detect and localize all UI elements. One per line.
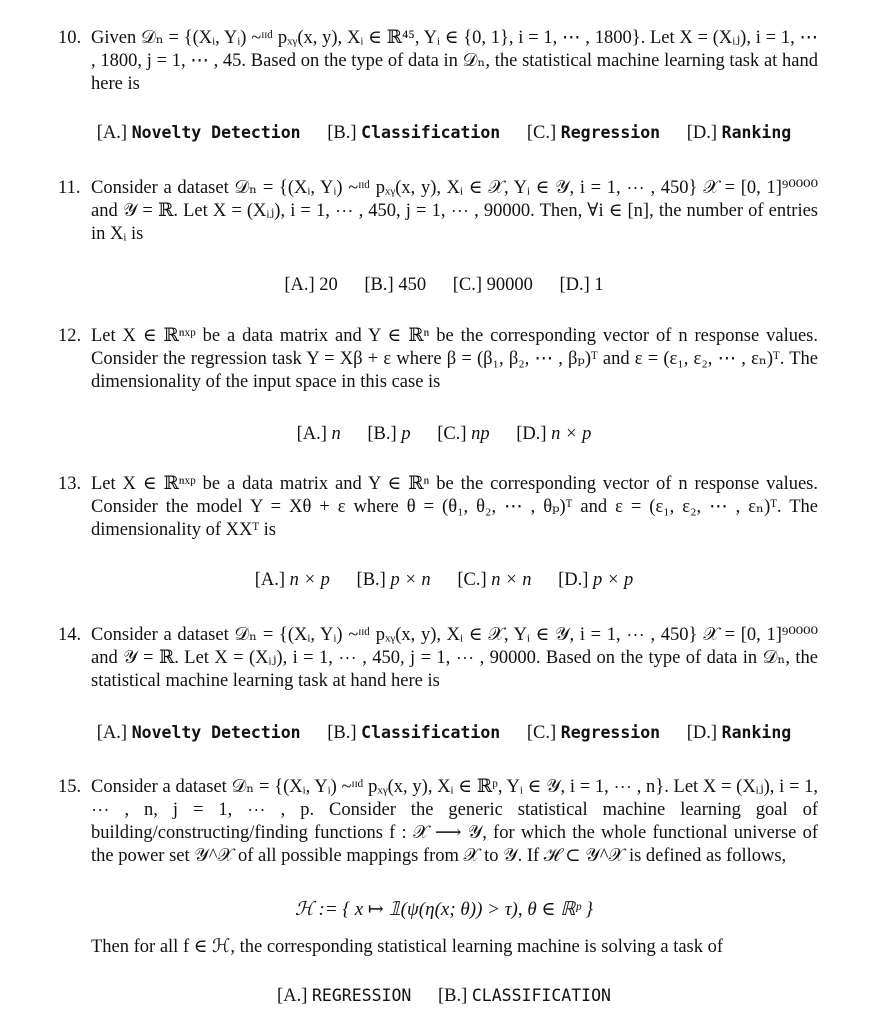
option-b[interactable]: [B.] Classification (327, 123, 501, 143)
option-c[interactable]: [C.] 90000 (452, 275, 533, 295)
option-c[interactable]: [C.] Regression (526, 123, 661, 143)
question-15 (58, 776, 818, 868)
question-text: Consider a dataset 𝒟ₙ = {(Xᵢ, Yᵢ) ~ᶦᶦᵈ pₓᵧ(x, y), Xᵢ ∈ 𝒳, Yᵢ ∈ 𝒴, i = 1, ⋯ , 450} 𝒳 = [0, 1]⁹⁰⁰⁰⁰ and 𝒴 = ℝ. Let X = (Xᵢⱼ), i = 1, ⋯ , 450, j = 1, ⋯ , 90000. Then, ∀i ∈ [n], the number of entries in Xᵢ is (91, 178, 818, 244)
option-b[interactable]: [B.] p × n (356, 570, 431, 590)
option-d[interactable]: [D.] n × p (516, 424, 592, 444)
option-c[interactable]: [C.] np (437, 424, 490, 444)
question-10 (58, 27, 818, 96)
option-b[interactable]: [B.] p (367, 424, 411, 444)
question-text: Let X ∈ ℝⁿˣᵖ be a data matrix and Y ∈ ℝⁿ be the corresponding vector of n response values. Consider the model Y = Xθ + ε where θ = (θ₁, θ₂, ⋯ , θₚ)ᵀ and ε = (ε₁, ε₂, ⋯ , εₙ)ᵀ. The dimensionality of XXᵀ is (91, 474, 818, 540)
option-b[interactable]: [B.] Classification (327, 723, 501, 743)
option-b[interactable]: [B.] 450 (364, 275, 427, 295)
option-d[interactable]: [D.] Ranking (686, 723, 792, 743)
question-number: 10. (58, 28, 82, 48)
option-c[interactable]: [C.] n × n (457, 570, 532, 590)
question-number: 12. (58, 326, 82, 346)
option-c[interactable]: [C.] Regression (526, 723, 661, 743)
option-a[interactable]: [A.] 20 (284, 275, 338, 295)
question-15-followup (58, 936, 818, 959)
option-a[interactable]: [A.] Novelty Detection (96, 723, 301, 743)
options-12 (0, 424, 888, 445)
question-number: 14. (58, 625, 82, 645)
option-a[interactable]: [A.] Novelty Detection (96, 123, 301, 143)
options-13 (0, 570, 888, 591)
options-10 (0, 123, 888, 144)
option-a[interactable]: [A.] n (296, 424, 341, 444)
question-11 (58, 177, 818, 246)
options-11 (0, 275, 888, 296)
question-14 (58, 624, 818, 693)
option-d[interactable]: [D.] Ranking (686, 123, 792, 143)
question-number: 15. (58, 777, 82, 797)
question-text: Consider a dataset 𝒟ₙ = {(Xᵢ, Yᵢ) ~ᶦᶦᵈ pₓᵧ(x, y), Xᵢ ∈ 𝒳, Yᵢ ∈ 𝒴, i = 1, ⋯ , 450} 𝒳 = [0, 1]⁹⁰⁰⁰⁰ and 𝒴 = ℝ. Let X = (Xᵢⱼ), i = 1, ⋯ , 450, j = 1, ⋯ , 90000. Based on the type of data in 𝒟ₙ, the statistical machine learning task at hand here is (91, 625, 818, 691)
question-13 (58, 473, 818, 542)
question-text: Given 𝒟ₙ = {(Xᵢ, Yᵢ) ~ᶦᶦᵈ pₓᵧ(x, y), Xᵢ ∈ ℝ⁴⁵, Yᵢ ∈ {0, 1}, i = 1, ⋯ , 1800}. Let X = (Xᵢⱼ), i = 1, ⋯ , 1800, j = 1, ⋯ , 45. Based on the type of data in 𝒟ₙ, the statistical machine learning task at hand here is (91, 28, 818, 94)
option-d[interactable]: [D.] 1 (559, 275, 604, 295)
option-a[interactable]: [A.] n × p (254, 570, 330, 590)
question-text: Consider a dataset 𝒟ₙ = {(Xᵢ, Yᵢ) ~ᶦᶦᵈ pₓᵧ(x, y), Xᵢ ∈ ℝᵖ, Yᵢ ∈ 𝒴, i = 1, ⋯ , n}. Let X = (Xᵢⱼ), i = 1, ⋯ , n, j = 1, ⋯ , p. Consider the generic statistical machine learning goal of building/constructing/finding functions f : 𝒳 ⟶ 𝒴, for which the whole functional universe of the power set 𝒴^𝒳 of all possible mappings from 𝒳 to 𝒴. If ℋ ⊂ 𝒴^𝒳 is defined as follows, (91, 777, 818, 866)
hypothesis-space-formula: ℋ := { x ↦ 𝟙(ψ(η(x; θ)) > τ), θ ∈ ℝᵖ } (294, 899, 594, 920)
option-d[interactable]: [D.] p × p (558, 570, 634, 590)
question-number: 13. (58, 474, 82, 494)
question-text-after: Then for all f ∈ ℋ, the corresponding statistical learning machine is solving a task of (91, 937, 724, 957)
options-15 (0, 986, 888, 1007)
options-14 (0, 723, 888, 744)
option-a[interactable]: [A.] REGRESSION (277, 986, 412, 1006)
question-text: Let X ∈ ℝⁿˣᵖ be a data matrix and Y ∈ ℝⁿ be the corresponding vector of n response values. Consider the regression task Y = Xβ + ε where β = (β₁, β₂, ⋯ , βₚ)ᵀ and ε = (ε₁, ε₂, ⋯ , εₙ)ᵀ. The dimensionality of the input space in this case is (91, 326, 818, 392)
question-number: 11. (58, 178, 81, 198)
option-b[interactable]: [B.] CLASSIFICATION (437, 986, 611, 1006)
question-12 (58, 325, 818, 394)
